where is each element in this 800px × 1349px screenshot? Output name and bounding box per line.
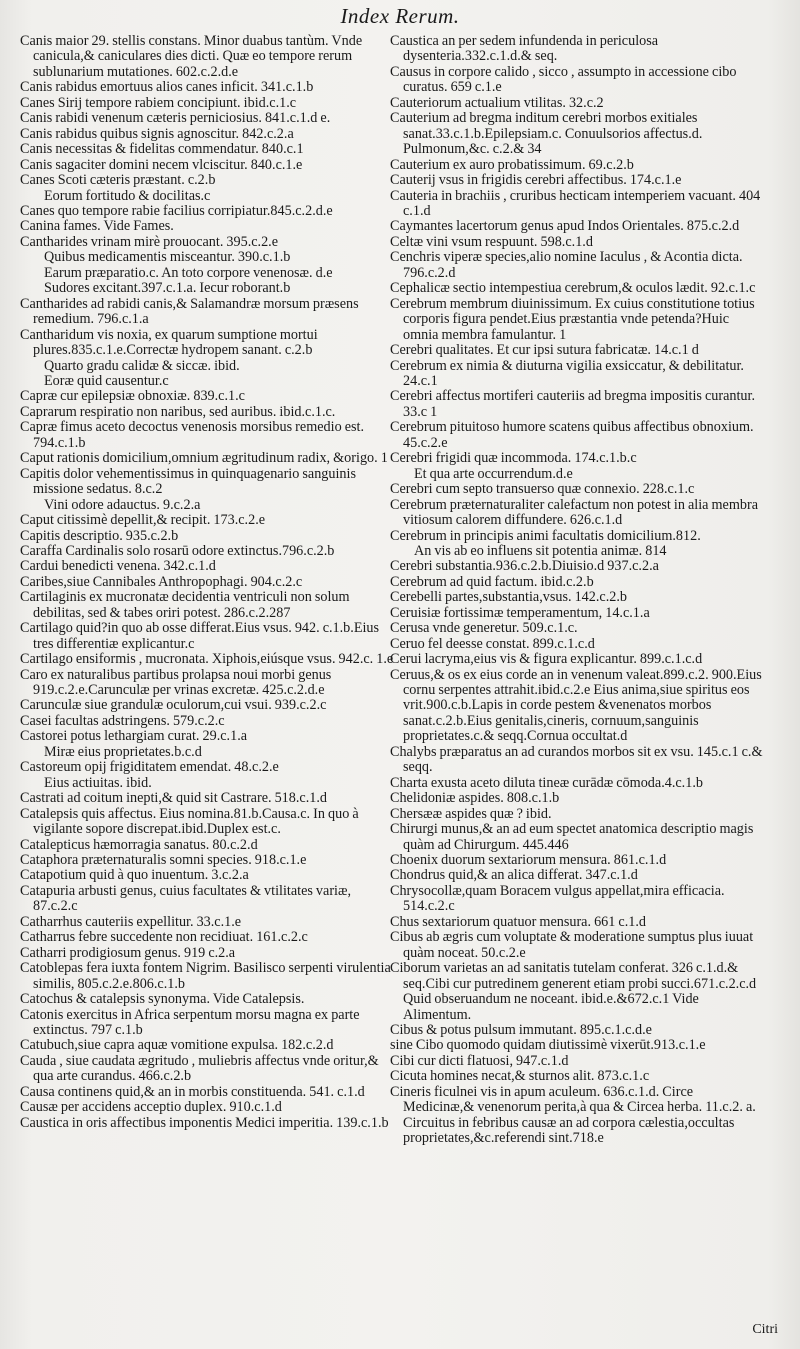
index-entry: Chersææ aspides quæ ? ibid. <box>390 805 552 822</box>
index-entry: Caput citissimè depellit,& recipit. 173.c.2.e <box>20 512 266 529</box>
index-entry: Cerebrum ad quid factum. ibid.c.2.b <box>390 573 594 590</box>
index-entry: Caraffa Cardinalis solo rosarū odore extinctus.796.c.2.b <box>20 542 335 559</box>
index-entry: Castorei potus lethargiam curat. 29.c.1.a <box>20 728 248 745</box>
index-entry: Sudores excitant.397.c.1.a. Iecur roborant.b <box>44 280 291 297</box>
index-entry: Cibus & potus pulsum immutant. 895.c.1.c.d.e <box>390 1022 652 1038</box>
index-entry: Catharrhus cauteriis expellitur. 33.c.1.e <box>20 913 242 930</box>
index-entry: Et qua arte occurrendum.d.e <box>414 465 573 482</box>
index-entry: Cataphora præternaturalis somni species. 918.c.1.e <box>20 852 307 869</box>
index-entry: Capræ cur epilepsiæ obnoxiæ. 839.c.1.c <box>20 388 245 405</box>
index-entry: Cerui lacryma,eius vis & figura explicantur. 899.c.1.c.d <box>390 651 703 668</box>
index-entry: Cartilaginis ex mucronatæ decidentia ventriculi non solum debilitas, sed & tabes oriri potest. 286.c.2.287 <box>20 589 350 621</box>
index-entry: Cerebri substantia.936.c.2.b.Diuisio.d 937.c.2.a <box>390 558 659 575</box>
index-entry: Caribes,siue Cannibales Anthropophagi. 904.c.2.c <box>20 573 303 590</box>
index-entry: Charta exusta aceto diluta tineæ curādæ cōmoda.4.c.1.b <box>390 774 703 791</box>
index-entry: Carunculæ siue grandulæ oculorum,cui vsui. 939.c.2.c <box>20 697 327 714</box>
index-entry: Quibus medicamentis misceantur. 390.c.1.b <box>44 249 291 266</box>
index-entry: sine Cibo quomodo quidam diutissimè vixerūt.913.c.1.e <box>390 1037 706 1054</box>
index-entry: Canis necessitas & fidelitas commendatur. 840.c.1 <box>20 141 304 158</box>
index-entry: Capræ fimus aceto decoctus venenosis morsibus remedio est. 794.c.1.b <box>20 419 365 451</box>
running-head: Index Rerum. <box>340 4 460 28</box>
index-entry: Cantharides ad rabidi canis,& Salamandræ morsum præsens remedium. 796.c.1.a <box>20 295 359 328</box>
index-entry: Miræ eius proprietates.b.c.d <box>44 743 202 760</box>
index-entry: Cauteriorum actualium vtilitas. 32.c.2 <box>390 94 604 111</box>
index-entry: Ciborum varietas an ad sanitatis tutelam conferat. 326 c.1.d.& seq.Cibi cur putredinem generent etiam probi succi.671.c.2.c.d Quid obseruandum ne noceant. ibid.e.&672.c.1 Vide Alimentum. <box>390 960 757 1023</box>
index-entry: Cineris ficulnei vis in apum aculeum. 636.c.1.d. Circe Medicinæ,& venenorum perita,à qua & Circea herba. 11.c.2. a. Circuitus in febribus causæ an ad corpora cælestia,occultas proprietates,&c.referendi sint.718.e <box>390 1083 756 1147</box>
index-entry: Chondrus quid,& an alica differat. 347.c.1.d <box>390 867 638 884</box>
index-entry: Cauterij vsus in frigidis cerebri affectibus. 174.c.1.e <box>390 172 682 189</box>
index-entry: Cantharides vrinam mirè prouocant. 395.c.2.e <box>20 233 279 250</box>
index-entry: Casei facultas adstringens. 579.c.2.c <box>20 712 225 729</box>
index-entry: Cauteria in brachiis , cruribus hecticam intemperiem vacuant. 404 c.1.d <box>390 187 761 219</box>
index-entry: Chirurgi munus,& an ad eum spectet anatomica descriptio magis quàm ad Chirurgum. 445.446 <box>390 821 754 853</box>
index-entry: Causæ per accidens acceptio duplex. 910.c.1.d <box>20 1099 282 1116</box>
index-entry: Caprarum respiratio non naribus, sed auribus. ibid.c.1.c. <box>20 403 336 420</box>
right-column <box>390 34 765 1147</box>
index-entry: Capitis descriptio. 935.c.2.b <box>20 527 179 544</box>
index-entry: Cephalicæ sectio intempestiua cerebrum,& oculos lædit. 92.c.1.c <box>390 280 756 297</box>
index-entry: Eorum fortitudo & docilitas.c <box>44 187 211 204</box>
index-entry: Castoreum opij frigiditatem emendat. 48.c.2.e <box>20 759 279 776</box>
index-entry: Causa continens quid,& an in morbis constituenda. 541. c.1.d <box>20 1083 365 1100</box>
index-entry: Ceruus,& os ex eius corde an in venenum valeat.899.c.2. 900.Eius cornu serpentes attrahit.ibid.c.2.e Eius anima,siue spiritus eos vrit.900.c.b.Lapis in corde pestem &venenatos morbos sanat.c.2.b.Eius genitalis,cineris, cornuum,sanguinis proprietates.c.& seqq.Cornua occultat.d <box>390 666 762 745</box>
index-entry: Caustica an per sedem infundenda in periculosa dysenteria.332.c.1.d.& seq. <box>390 33 659 65</box>
index-entry: Vini odore adauctus. 9.c.2.a <box>44 496 201 513</box>
index-entry: Chalybs præparatus an ad curandos morbos sit ex vsu. 145.c.1 c.& seqq. <box>390 743 763 776</box>
index-entry: Catapotium quid à quo inuentum. 3.c.2.a <box>20 867 249 884</box>
index-entry: Cenchris viperæ species,alio nomine Iaculus , & Acontia dicta. 796.c.2.d <box>390 249 743 281</box>
index-entry: Caput rationis domicilium,omnium ægritudinum radix, &origo. 1 <box>20 450 388 467</box>
index-entry: Catapuria arbusti genus, cuius facultates & vtilitates variæ, 87.c.2.c <box>20 882 352 915</box>
index-entry: Cauda , siue caudata ægritudo , muliebris affectus vnde oritur,& qua arte curandus. 466.c.2.b <box>20 1052 379 1085</box>
index-entry: Chrysocollæ,quam Boracem vulgus appellat,mira efficacia. 514.c.2.c <box>390 882 725 915</box>
index-entry: Catoblepas fera iuxta fontem Nigrim. Basilisco serpenti virulentia similis, 805.c.2.e.806.c.1.b <box>20 960 391 992</box>
index-entry: Caustica in oris affectibus imponentis Medici imperitia. 139.c.1.b <box>20 1114 389 1131</box>
index-entry: Chus sextariorum quatuor mensura. 661 c.1.d <box>390 913 646 930</box>
index-entry: Canes Sirij tempore rabiem concipiunt. ibid.c.1.c <box>20 94 297 111</box>
index-entry: Castrati ad coitum inepti,& quid sit Castrare. 518.c.1.d <box>20 790 327 807</box>
index-entry: Cantharidum vis noxia, ex quarum sumptione mortui plures.835.c.1.e.Correctæ hydropem sanant. c.2.b <box>20 326 318 359</box>
index-entry: Cerebrum ex nimia & diuturna vigilia exsiccatur, & debilitatur. 24.c.1 <box>390 357 744 389</box>
index-entry: Canis rabidus quibus signis agnoscitur. 842.c.2.a <box>20 125 294 142</box>
index-entry: Cerebri affectus mortiferi cauteriis ad bregma impositis curantur. 33.c 1 <box>390 388 755 420</box>
index-entry: Celtæ vini vsum respuunt. 598.c.1.d <box>390 233 593 250</box>
index-entry: Canes quo tempore rabie facilius corripiatur.845.c.2.d.e <box>20 202 333 219</box>
index-entry: Cerebri frigidi quæ incommoda. 174.c.1.b.c <box>390 450 637 467</box>
index-entry: Canis sagaciter domini necem vlciscitur. 840.c.1.e <box>20 156 303 173</box>
index-entry: Caymantes lacertorum genus apud Indos Orientales. 875.c.2.d <box>390 218 740 235</box>
index-entry: Ceruo fel deesse constat. 899.c.1.c.d <box>390 635 595 652</box>
index-entry: Causus in corpore calido , sicco , assumpto in accessione cibo curatus. 659 c.1.e <box>390 63 737 96</box>
index-entry: Cerusa vnde generetur. 509.c.1.c. <box>390 620 578 637</box>
index-entry: Eius actiuitas. ibid. <box>44 774 152 791</box>
index-entry: Cerebrum pituitoso humore scatens quibus affectibus obnoxium. 45.c.2.e <box>390 419 754 451</box>
index-entry: Cerebelli partes,substantia,vsus. 142.c.2.b <box>390 589 627 606</box>
index-entry: Cerebri qualitates. Et cur ipsi sutura fabricatæ. 14.c.1 d <box>390 342 699 359</box>
index-entry: Cauterium ex auro probatissimum. 69.c.2.b <box>390 156 634 173</box>
index-entry: Cicuta homines necat,& sturnos alit. 873.c.1.c <box>390 1068 650 1085</box>
index-entry: Cerebrum in principis animi facultatis domicilium.812. <box>390 527 701 544</box>
index-entry: Cartilago ensiformis , mucronata. Xiphois,eiúsque vsus. 942.c. 1.e <box>20 651 394 668</box>
index-entry: Cerebrum præternaturaliter calefactum non potest in alia membra vitiosum calorem diffundere. 626.c.1.d <box>390 496 758 529</box>
index-entry: Caro ex naturalibus partibus prolapsa noui morbi genus 919.c.2.e.Carunculæ per vrinas excretæ. 425.c.2.d.e <box>20 666 332 699</box>
index-entry: Catalepticus hæmorragia sanatus. 80.c.2.d <box>20 836 258 853</box>
index-entry: Cauterium ad bregma inditum cerebri morbos exitiales sanat.33.c.1.b.Epilepsiam.c. Conuulsorios affectus.d. Pulmonum,&c. c.2.& 34 <box>390 110 703 158</box>
index-entry: Cerebrum membrum diuinissimum. Ex cuius constitutione totius corporis figura pendet.Eius præstantia vnde petenda?Huic omnia membra famulantur. 1 <box>390 295 755 343</box>
index-entry: Canina fames. Vide Fames. <box>20 218 174 235</box>
left-column <box>20 34 395 1131</box>
index-entry: Catharrus febre succedente non recidiuat. 161.c.2.c <box>20 929 308 946</box>
index-entry: Catharri prodigiosum genus. 919 c.2.a <box>20 944 236 961</box>
index-entry: An vis ab eo influens sit potentia animæ. 814 <box>414 542 667 559</box>
index-entry: Catochus & catalepsis synonyma. Vide Catalepsis. <box>20 991 305 1008</box>
index-entry: Cibi cur dicti flatuosi, 947.c.1.d <box>390 1052 569 1069</box>
index-entry: Ceruisiæ fortissimæ temperamentum, 14.c.1.a <box>390 604 650 621</box>
index-entry: Canis maior 29. stellis constans. Minor duabus tantùm. Vnde canicula,& caniculares dies dicti. Quæ eo tempore rerum sublunarium mutationes. 602.c.2.d.e <box>20 33 363 80</box>
index-entry: Chelidoniæ aspides. 808.c.1.b <box>390 790 560 807</box>
index-entry: Choenix duorum sextariorum mensura. 861.c.1.d <box>390 852 667 869</box>
index-entry: Canis rabidi venenum cæteris perniciosius. 841.c.1.d e. <box>20 110 331 127</box>
index-entry: Quarto gradu calidæ & siccæ. ibid. <box>44 357 240 374</box>
index-entry: Earum præparatio.c. An toto corpore venenosæ. d.e <box>44 264 333 281</box>
index-entry: Cibus ab ægris cum voluptate & moderatione sumptus plus iuuat quàm noceat. 50.c.2.e <box>390 929 754 961</box>
catchword: Citri <box>752 1322 778 1337</box>
index-entry: Canes Scoti cæteris præstant. c.2.b <box>20 172 216 189</box>
index-entry: Cardui benedicti venena. 342.c.1.d <box>20 558 216 575</box>
index-entry: Canis rabidus emortuus alios canes inficit. 341.c.1.b <box>20 79 314 96</box>
index-entry: Cartilago quid?in quo ab osse differat.Eius vsus. 942. c.1.b.Eius tres differentiæ explicantur.c <box>20 620 380 652</box>
index-entry: Cerebri cum septo transuerso quæ connexio. 228.c.1.c <box>390 481 695 498</box>
index-entry: Catonis exercitus in Africa serpentum morsu magna ex parte extinctus. 797 c.1.b <box>20 1006 360 1038</box>
index-entry: Catalepsis quis affectus. Eius nomina.81.b.Causa.c. In quo à vigilante sopore discrepat.ibid.Duplex est.c. <box>20 805 359 838</box>
index-entry: Capitis dolor vehementissimus in quinquagenario sanguinis missione sedatus. 8.c.2 <box>20 465 356 498</box>
index-entry: Eoræ quid causentur.c <box>44 372 169 389</box>
index-entry: Catubuch,siue capra aquæ vomitione expulsa. 182.c.2.d <box>20 1037 334 1054</box>
